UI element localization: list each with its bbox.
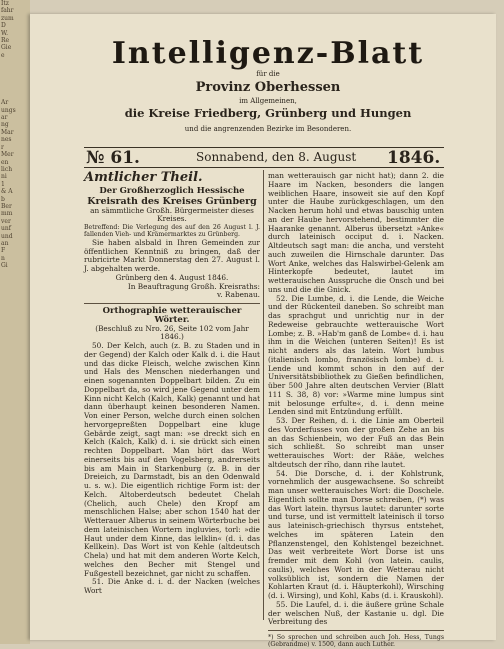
masthead-title: Intelligenz-Blatt [111,36,425,71]
authority-line-3: an sämmtliche Großh. Bürgermeister dieses Kreises. [90,205,254,224]
edge-fragment: und [1,232,13,240]
edge-fragment: ar [1,114,8,122]
edge-fragment: nes [1,136,12,144]
masthead-line-1: für die [256,70,280,78]
edge-fragment: lich [1,165,13,173]
authority-line-2: Kreisrath des Kreises Grünberg [87,195,257,207]
edge-fragment: Gie [1,44,12,52]
edge-fragment: Ber [1,202,12,210]
edge-fragment: D [1,22,6,30]
edge-fragment: F [1,247,6,255]
entry-51: 51. Die Anke d. i. d. der Nacken (welches Wort [84,577,260,596]
article-continuation: (Beschluß zu Nro. 26, Seite 102 vom Jahr 1846.) [95,323,249,342]
edge-fragment: Itz [1,0,9,7]
notice-place-date: Grünberg den 4. August 1846. [115,272,229,282]
notice-signature-1: In Beauftragung Großh. Kreisraths: [127,281,260,291]
entry-50: 50. Der Kelch, auch (z. B. zu Staden und in der Gegend) der Kalch oder Kalk d. i. die Haut und das dicke Fleisch, welche zwischen Kinn und Hals des Menschen niederhangen und einen sogenannten Doppelbart bilden. Zu ein Doppelbart da, so wird jene Gegend unter dem Kinn nicht Kelch (Kalch, Kalk) genannt und hat dann überhaupt keinen besonderen Namen. Von einer Person, welche durch einen solchen hervorgepreßten Doppelbart eine kluge Gebärde zeigt, sagt man: »se dreckt sich en Kelch (Kalch, Kalk) d. i. sie drückt sich einen rechten Doppelbart. Man hört das Wort einerseits bis auf den Vogelsberg, andrerseits bis am Main in Starkenburg (z. B. in der Dreieich, zu Darmstadt, bis an den Odenwald u. s. w.). Die eigentlich richtige Form ist: der Kelch. Altoberdeutsch bedeutet Chelah (Chelich, auch Chele) den Kropf am menschlichen Halse; aber schon 1540 hat der Wetterauer Alberus in seinem Wörterbuche bei dem lateinischen Wortern ingluvies, torl: »die Haut under dem Kinne, das lelklin« (d. i. das Kellkein). Das Wort ist von Kehle (altdeutsch Chela) und hat mit dem anderen Worte Kelch, welches den Becher mit Stengel und Fußgestell bezeichnet, gar nicht zu schaffen. [84,341,260,578]
entry-51-cont: man wetterauisch gar nicht hat); dann 2. die Haare im Nacken, besonders die langen weiblichen Haare, insoweit sie auf den Kopf unter die Haube zurückgeschlagen, um den Nacken herum hohl und etwas bauschig unten an der Haube hervorstehend, bestimmter die Haaranke genannt. Alberus übersetzt »Anke« durch lateinisch occiput d. i. Nacken. Altdeutsch sagt man: die ancha, und versteht auch zuweilen die Hirnschale darunter. Das Wort Anke, welches das Halswirbel-Gelenk am Hinterkopfe bedeutet, lautet im wetterauischen Ausspruche die Onsch und bei uns und die die Gnick. [268,171,444,294]
edge-fragment: b [1,195,5,203]
edge-fragment: fahr [1,7,14,15]
entry-53: 53. Der Reihen, d. i. die Linie am Oberteil des Vorderfusses von der großen Zehe an bis an das Schienbein, wo der Fuß an das Bein sich schließt. So schreibt man unser wetterauisches Wort: der Rääe, welches altdeutsch der rîho, dann rihe lautet. [268,416,444,469]
edge-fragment: r [1,143,4,151]
edge-fragment: an [1,239,9,247]
section-heading: Amtlicher Theil. [84,170,203,185]
edge-fragment: ver [1,217,11,225]
notice-signature-2: v. Rabenau. [217,290,260,300]
masthead-province: Provinz Oberhessen [195,80,341,95]
authority-line-1: Der Großherzoglich Hessische [99,185,245,196]
edge-fragment: ungs [1,106,16,114]
edge-fragment: Re [1,37,10,45]
masthead-line-5: und die angrenzenden Bezirke im Besonderen. [184,125,352,133]
edge-fragment: 1 [1,180,5,188]
masthead-line-3: im Allgemeinen, [239,97,297,105]
edge-fragment: Mer [1,151,14,159]
issue-date: Sonnabend, den 8. August [196,150,357,164]
edge-fragment: mm [1,210,13,218]
edge-fragment: en [1,158,9,166]
entry-54: 54. Die Dorsche, d. i. der Kohlstrunk, vornehmlich der ausgewachsene. So schreibt man unser wetterauisches Wort: die Doschele. Eigentlich sollte man Dorse schreiben, (*) was das Wort latein. thyrsus lautet: darunter sorte und turse, und ist vermittelt lateinisch il torso aus lateinisch-griechisch thyrsus entstehet, welches im späteren Latein den Pflanzenstengel, den Kohlstengel bezeichnet. Das weit verbreitete Wort Dorse ist uns fremder mit dem Kohl (von latein. caulis, caulis), welches Wort in der Wetterau nicht volksüblich ist, sondern die Namen der Kohlarten Kraut (d. i. Häupterkohl), Wirsching (d. i. Wirsing), und Kohl, Kabs (d. i. Krauskohl). [268,468,444,600]
footnote-divider [268,630,444,631]
edge-fragment: Ar [1,99,9,107]
issue-year: 1846. [387,148,441,168]
edge-fragment: unf [1,225,11,233]
notice-subject: Betreffend: Die Verlegung des auf den 26 August l. J. fallenden Vieh- und Krämermarktes zu Grünberg. [84,224,260,239]
edge-fragment: e [1,51,5,59]
footnote: *) So sprechen und schreiben auch Joh. Hess, Tungs (Gebrandme) v. 1500, dann auch Luther. [268,634,444,649]
article-heading: Orthographie wetterauischer Wörter. [102,306,242,325]
masthead-districts: die Kreise Friedberg, Grünberg und Hungen [124,106,412,120]
edge-fragment: ng [1,121,9,129]
entry-55: 55. Die Laufel, d. i. die äußere grüne Schale der welschen Nuß, der Kastanie u. dgl. Die Verbreitung des [268,599,444,627]
column-divider [263,170,264,620]
adjacent-page-edge [0,0,30,644]
edge-fragment: zum [1,14,14,22]
edge-fragment: ni [1,173,7,181]
edge-fragment: Mar [1,128,14,136]
divider [84,303,260,304]
edge-fragment: Gi [1,262,8,270]
edge-fragment: n [1,254,5,262]
edge-fragment: W. [1,29,9,37]
left-column [84,172,260,612]
right-column [268,171,444,649]
entry-52: 52. Die Lumbe, d. i. die Lende, die Weiche und der Rückenteil daneben. So schreibt man das sprachgut und unrichtig nur in der Redeweise gebrauchte wetterauische Wort Lombe; z. B. »Hab'm ganß de Lombe« d. i. hau ihm in die Weichen (unteren Seiten)! Es ist nicht anders als das latein. Wort lumbus (italienisch lombo, französisch lombe) d. i. Lende und kommt schon in den auf der Universitätsbibliothek zu Gießen befindlichen, über 500 Jahre alten deutschen Vervier (Blatt 111 S. 38, 8) vor: »Warme mine lumpus sint mit belosunge erfulte«, d. i. denn meine Lenden sind mit Entzündung erfüllt. [268,293,444,417]
edge-fragment: & A [1,188,13,196]
issue-number: № 61. [86,148,140,168]
bottom-rule [84,167,444,168]
notice-body: Sie haben alsbald in Ihren Gemeinden zur öffentlichen Kenntniß zu bringen, daß der rubricirte Markt Donnerstag den 27. August l. J. abgehalten werde. [84,237,260,274]
